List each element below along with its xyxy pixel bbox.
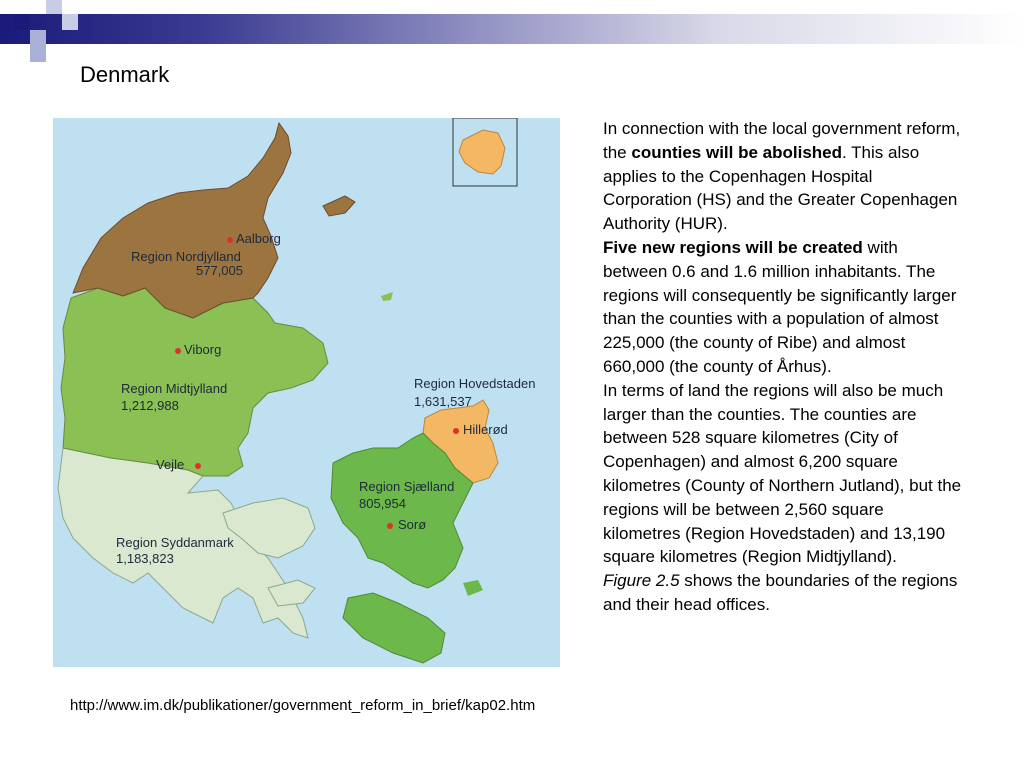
region-pop-nordjylland: 577,005: [196, 263, 243, 278]
header-square-light: [30, 46, 46, 62]
paragraph-figure-ref: Figure 2.5 shows the boundaries of the regions and their head offices.: [603, 571, 958, 614]
city-label-vejle: Vejle: [156, 457, 185, 472]
region-label-nordjylland: Region Nordjylland: [131, 249, 241, 264]
emphasis-counties-abolished: counties will be abolished: [631, 142, 843, 162]
denmark-regions-map: [53, 118, 560, 667]
city-dot-soro: [387, 523, 393, 529]
paragraph-land-area: In terms of land the regions will also be much larger than the counties. The counties are between 528 square kilometres (City of Copenhagen) and almost 6,200 square kilometres (County of Northern Jutland), but the regions will be between 2,560 square kilometres (Region Hovedstaden) and 13,190 square kilometres (Region Midtjylland).: [603, 380, 962, 567]
city-label-soro: Sorø: [398, 517, 427, 532]
source-url[interactable]: http://www.im.dk/publikationer/government_reform_in_brief/kap02.htm: [70, 697, 536, 714]
region-label-sjaelland: Region Sjælland: [359, 479, 455, 494]
header-square-light: [62, 14, 78, 30]
paragraph-regions: Five new regions will be created with between 0.6 and 1.6 million inhabitants. The regions will consequently be significantly larger than the counties with a population of almost 225,000 (the county of Ribe) and almost 660,000 (the county of Århus).: [603, 237, 957, 376]
slide-title: Denmark: [80, 62, 170, 87]
header-square-dark: [14, 14, 30, 30]
city-label-viborg: Viborg: [184, 342, 222, 357]
region-pop-syddanmark: 1,183,823: [116, 551, 174, 566]
region-pop-midtjylland: 1,212,988: [121, 398, 179, 413]
paragraph-counties: In connection with the local government reform, the counties will be abolished. This also applies to the Copenhagen Hospital Corporation (HS) and the Greater Copenhagen Authority (HUR).: [603, 119, 961, 234]
region-label-midtjylland: Region Midtjylland: [121, 381, 228, 396]
city-dot-hillerod: [453, 428, 459, 434]
region-label-syddanmark: Region Syddanmark: [116, 535, 234, 550]
body-text: [603, 117, 965, 617]
city-dot-vejle: [195, 463, 201, 469]
city-label-hillerod: Hillerød: [463, 422, 508, 437]
region-label-hovedstaden: Region Hovedstaden: [414, 376, 536, 391]
figure-reference: Figure 2.5: [603, 571, 680, 591]
header-square-light: [46, 0, 62, 14]
city-dot-viborg: [175, 348, 181, 354]
region-pop-hovedstaden: 1,631,537: [414, 394, 472, 409]
emphasis-new-regions: Five new regions will be created: [603, 237, 863, 257]
city-dot-aalborg: [227, 237, 233, 243]
city-label-aalborg: Aalborg: [236, 231, 281, 246]
header-gradient-bar: [0, 14, 1024, 44]
region-pop-sjaelland: 805,954: [359, 496, 406, 511]
header-square-light: [30, 30, 46, 46]
